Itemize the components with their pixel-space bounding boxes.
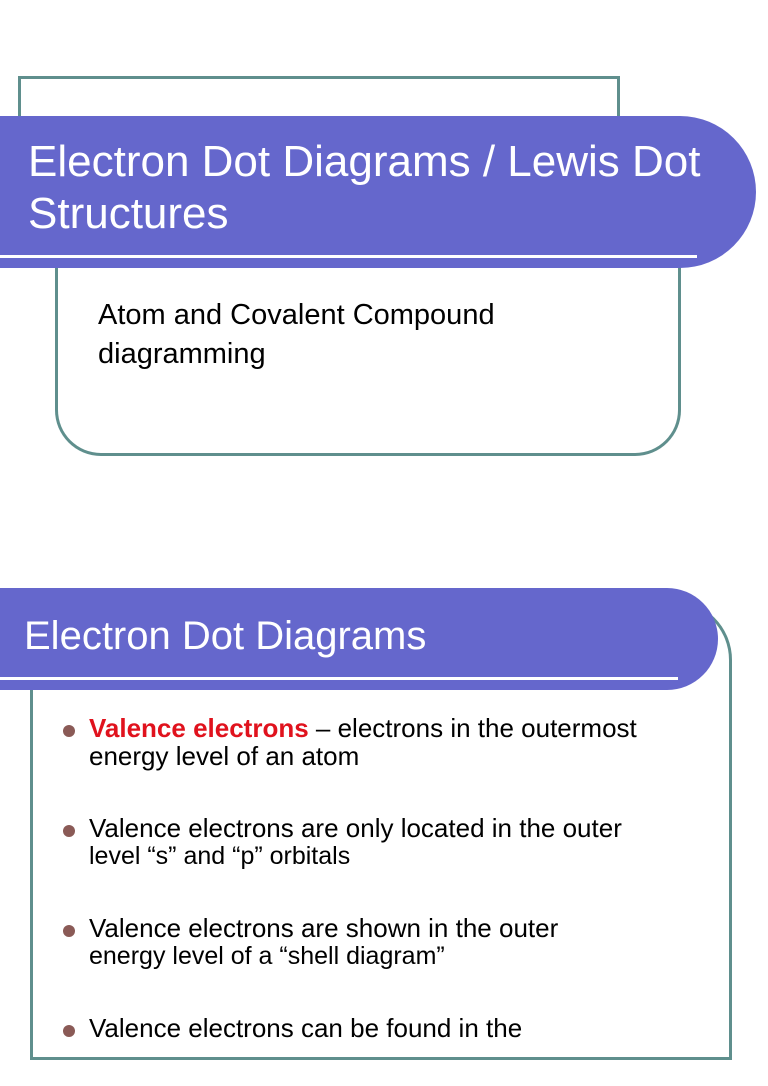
bullet-highlight-term: Valence electrons [89,713,309,743]
bullet-item-valence-definition [60,714,720,770]
bullet-text: – electrons in the outermost energy level of an atom [89,713,637,771]
bullet-dot-icon [63,825,75,837]
slide2-title: Electron Dot Diagrams [24,614,427,658]
bullet-text-line1: Valence electrons can be found in the [89,1013,523,1043]
bullet-item-shell-diagram [60,914,720,970]
bullet-text-line1: Valence electrons are shown in the outer [89,913,559,943]
slide1-title-underline [0,255,697,258]
bullet-dot-icon [63,725,75,737]
slide2-title-underline [0,677,678,680]
bullet-text-line2: level “s” and “p” orbitals [89,842,351,870]
bullet-item-cutoff [60,1014,720,1042]
slide1-title: Electron Dot Diagrams / Lewis Dot Structures [28,137,701,238]
slide1-subtitle: Atom and Covalent Compound diagramming [98,299,495,370]
bullet-dot-icon [63,1025,75,1037]
bullet-dot-icon [63,925,75,937]
slide2-bullet-list [60,714,720,1086]
bullet-item-orbitals [60,814,720,870]
bullet-text-line2: energy level of a “shell diagram” [89,942,445,970]
bullet-text-line1: Valence electrons are only located in the outer [89,813,622,843]
